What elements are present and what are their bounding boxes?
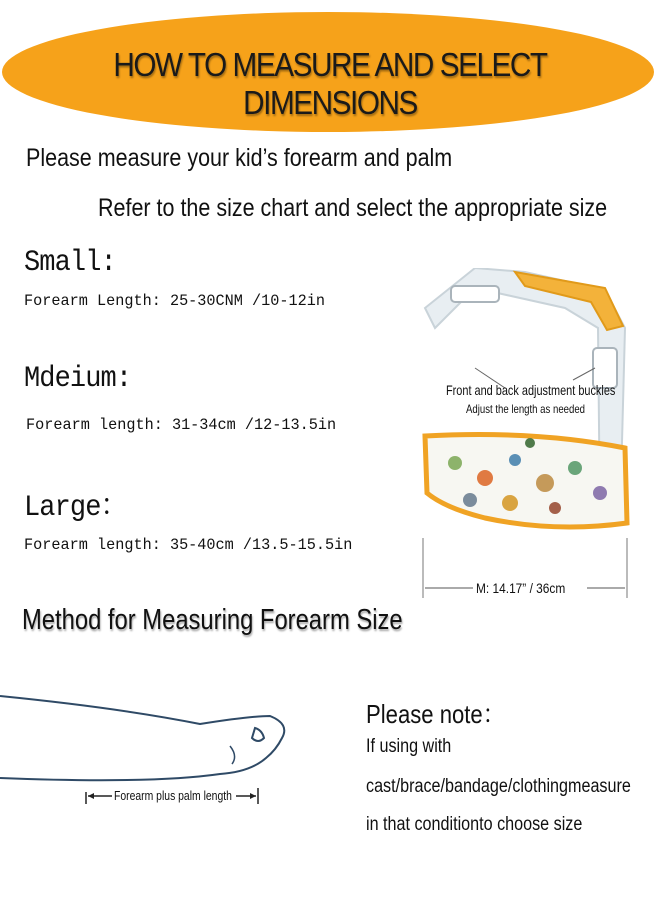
- intro-line-2: Refer to the size chart and select the appropriate size: [98, 194, 608, 222]
- page-title: HOW TO MEASURE AND SELECT DIMENSIONS: [113, 46, 547, 121]
- size-medium-value: Forearm length: 31-34cm /12-13.5in: [26, 416, 337, 434]
- note-line-2: cast/brace/bandage/clothingmeasure: [366, 776, 631, 797]
- buckle-annotation-title: Front and back adjustment buckles: [446, 382, 616, 398]
- method-heading: Method for Measuring Forearm Size: [22, 604, 403, 636]
- size-small-name: Small:: [24, 246, 116, 280]
- buckle-annotation-subtitle: Adjust the length as needed: [466, 402, 586, 416]
- size-small-value: Forearm Length: 25-30CNM /10-12in: [24, 292, 326, 310]
- size-medium-name: Mdeium:: [24, 362, 132, 396]
- arm-sling-product-image: [415, 268, 660, 598]
- note-line-1: If using with: [366, 736, 452, 757]
- size-large-value: Forearm length: 35-40cm /13.5-15.5in: [24, 536, 353, 554]
- intro-line-1: Please measure your kid’s forearm and palm: [26, 144, 453, 172]
- note-line-3: in that conditionto choose size: [366, 814, 583, 835]
- arm-measure-label: Forearm plus palm length: [114, 788, 232, 803]
- note-heading: Please note：: [366, 699, 505, 729]
- size-large-name: Large：: [24, 491, 127, 525]
- sling-width-measure: M: 14.17” / 36cm: [476, 580, 566, 596]
